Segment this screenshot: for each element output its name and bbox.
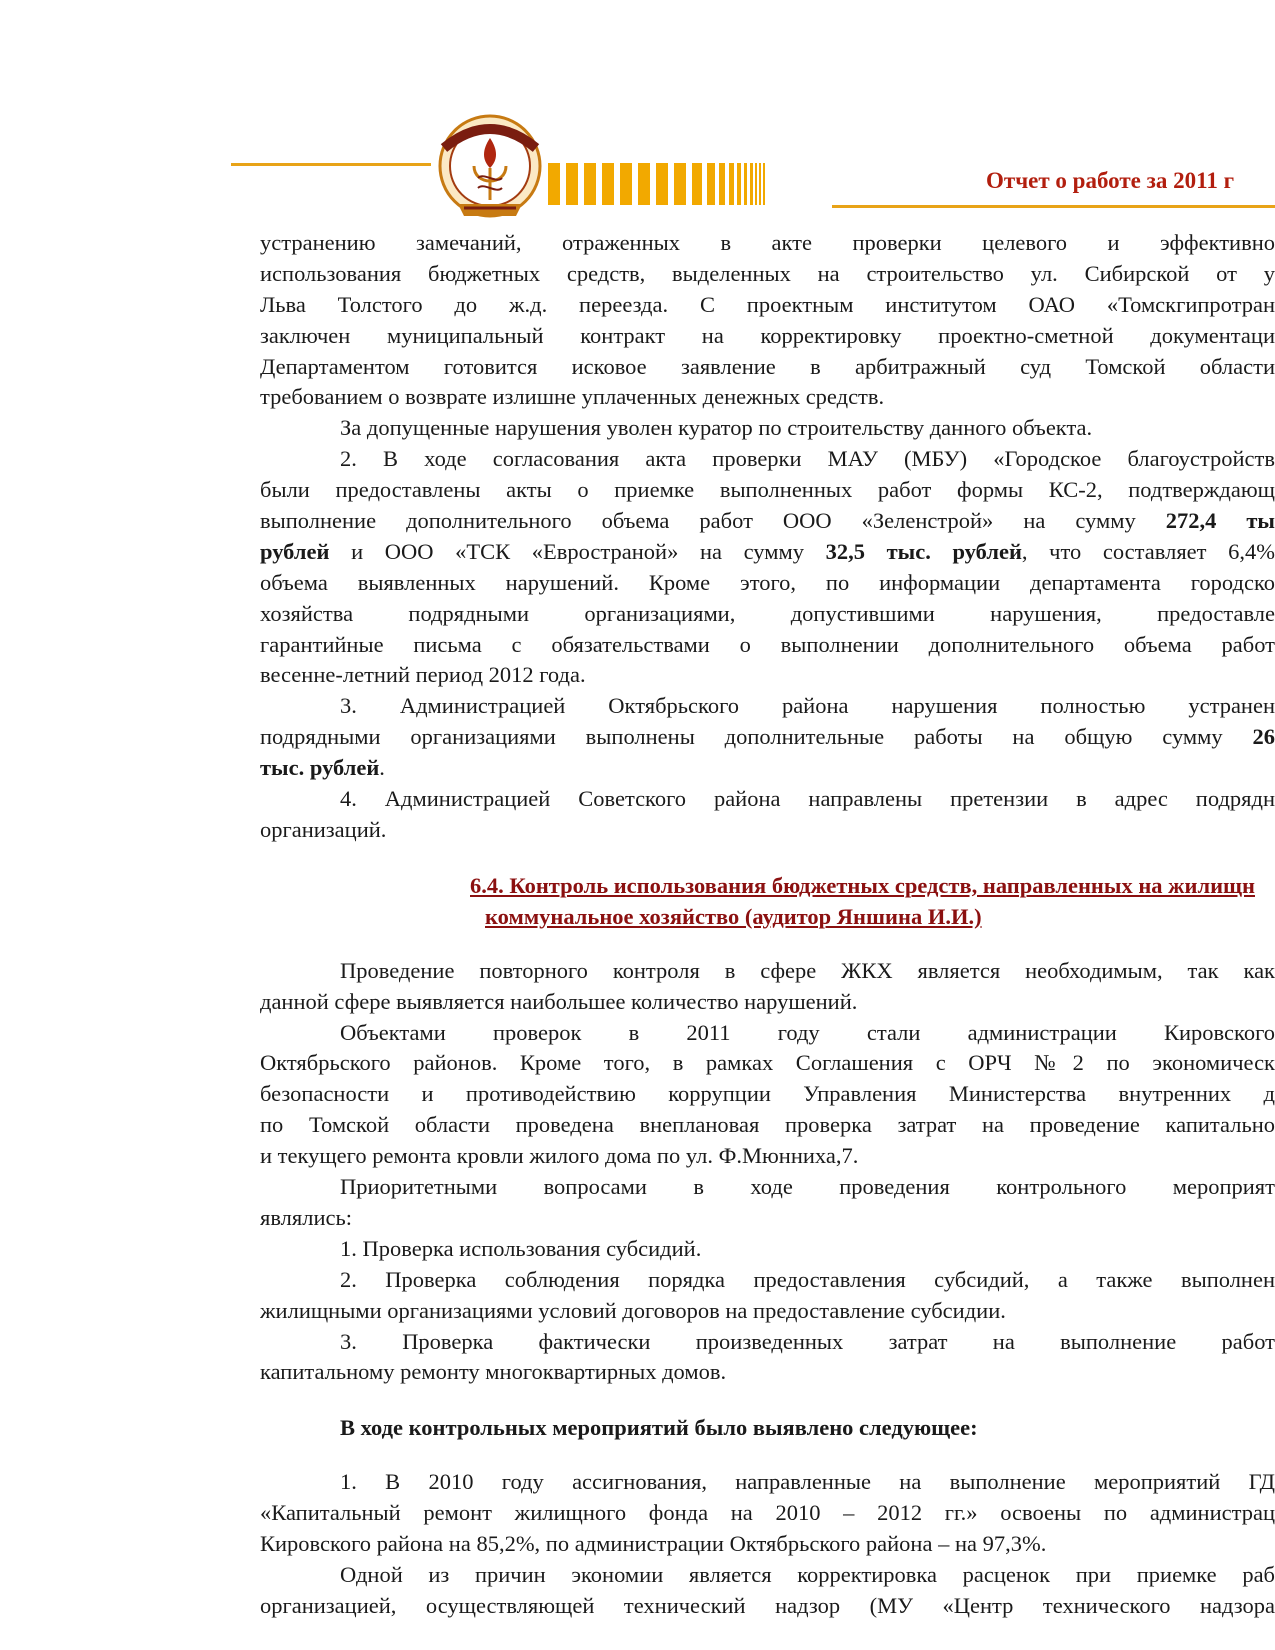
- item-2-line: [260, 537, 1275, 568]
- text-span: подрядными организациями выполнены дополнительные работы на общую сумму: [260, 724, 1253, 750]
- text-line: «Капитальный ремонт жилищного фонда на 2010 – 2012 гг.» освоены по администрац: [260, 1500, 1275, 1526]
- item-3-line: [260, 753, 1275, 784]
- text-line: по Томской области проведена внеплановая проверка затрат на проведение капитально: [260, 1112, 1275, 1138]
- text-span: , что составляет 6,4%: [1021, 538, 1275, 564]
- list-item: капитальному ремонту многоквартирных домов.: [260, 1359, 727, 1385]
- text-line: Объектами проверок в 2011 году стали администрации Кировского: [340, 1019, 1275, 1045]
- item-2-line: 2. В ходе согласования акта проверки МАУ (МБУ) «Городское благоустройств: [340, 446, 1275, 472]
- text-line: Проведение повторного контроля в сфере ЖКХ является необходимым, так как: [340, 957, 1275, 983]
- item-3-line: [260, 722, 1275, 753]
- text-line: заключен муниципальный контракт на корректировку проектно-сметной документаци: [260, 322, 1275, 348]
- section-heading-line1: 6.4. Контроль использования бюджетных средств, направленных на жилищн: [470, 872, 1255, 898]
- list-item: 1. Проверка использования субсидий.: [340, 1235, 702, 1261]
- text-span: выполнение дополнительного объема работ ООО «Зеленстрой» на сумму: [260, 508, 1166, 534]
- item-2-line: хозяйства подрядными организациями, допустившими нарушения, предоставле: [260, 600, 1275, 626]
- document-body: [260, 228, 1275, 1622]
- amount-bold: рублей: [260, 538, 330, 564]
- text-span: .: [379, 755, 385, 781]
- header-stripe-bars: [548, 163, 765, 205]
- text-line: безопасности и противодействию коррупции Управления Министерства внутренних д: [260, 1081, 1275, 1107]
- text-line: и текущего ремонта кровли жилого дома по ул. Ф.Мюнниха,7.: [260, 1143, 859, 1169]
- section-heading-line2: коммунальное хозяйство (аудитор Яншина И.И.): [485, 903, 982, 929]
- item-4-line: 4. Администрацией Советского района направлены претензии в адрес подрядн: [340, 786, 1275, 812]
- emblem-logo: [430, 108, 550, 226]
- spacer: [260, 1388, 1275, 1412]
- list-item: жилищными организациями условий договоров на предоставление субсидии.: [260, 1297, 1006, 1323]
- text-line: организацией, осуществляющей технический надзор (МУ «Центр технического надзора: [260, 1592, 1275, 1618]
- text-line: являлись:: [260, 1204, 353, 1230]
- text-line: использования бюджетных средств, выделенных на строительство ул. Сибирской от у: [260, 260, 1275, 286]
- amount-bold: 26: [1252, 724, 1275, 750]
- item-2-line: гарантийные письма с обязательствами о выполнении дополнительного объема работ: [260, 631, 1275, 657]
- text-line: 1. В 2010 году ассигнования, направленные на выполнение мероприятий ГД: [340, 1469, 1275, 1495]
- findings-subheading: В ходе контрольных мероприятий было выявлено следующее:: [340, 1415, 978, 1441]
- text-line: требованием о возврате излишне уплаченных денежных средств.: [260, 384, 885, 410]
- list-item: 3. Проверка фактически произведенных затрат на выполнение работ: [340, 1328, 1275, 1354]
- spacer: [260, 1443, 1275, 1467]
- text-span: и ООО «ТСК «Евространой» на сумму: [329, 538, 826, 564]
- text-line: Одной из причин экономии является корректировка расценок при приемке раб: [340, 1561, 1275, 1587]
- item-4-line: организаций.: [260, 816, 387, 842]
- header-rule-left: [231, 163, 431, 166]
- text-line: Кировского района на 85,2%, по администрации Октябрьского района – на 97,3%.: [260, 1531, 1047, 1557]
- page-header: [0, 0, 1275, 225]
- item-2-line: [260, 506, 1275, 537]
- text-line: Октябрьского районов. Кроме того, в рамках Соглашения с ОРЧ №2 по экономическ: [260, 1050, 1275, 1076]
- text-line: Департаментом готовится исковое заявление в арбитражный суд Томской области: [260, 353, 1275, 379]
- item-2-line: весенне-летний период 2012 года.: [260, 662, 586, 688]
- item-2-line: объема выявленных нарушений. Кроме этого, по информации департамента городско: [260, 569, 1275, 595]
- paragraph-curator: За допущенные нарушения уволен куратор по строительству данного объекта.: [340, 415, 1093, 441]
- header-rule-right: [832, 205, 1275, 208]
- text-line: данной сфере выявляется наибольшее количество нарушений.: [260, 988, 858, 1014]
- text-line: устранению замечаний, отраженных в акте проверки целевого и эффективно: [260, 230, 1275, 255]
- text-line: Приоритетными вопросами в ходе проведения контрольного мероприят: [340, 1174, 1275, 1200]
- amount-bold: 32,5 тыс. рублей: [825, 538, 1022, 564]
- item-2-line: были предоставлены акты о приемке выполненных работ формы КС-2, подтверждающ: [260, 477, 1275, 503]
- report-title: Отчет о работе за 2011 г: [986, 168, 1235, 193]
- spacer: [260, 846, 1275, 870]
- spacer: [260, 932, 1275, 956]
- amount-bold: 272,4 ты: [1165, 508, 1275, 534]
- amount-bold: тыс. рублей: [260, 755, 380, 781]
- list-item: 2. Проверка соблюдения порядка предоставления субсидий, а также выполнен: [340, 1266, 1275, 1292]
- item-3-line: 3. Администрацией Октябрьского района нарушения полностью устранен: [340, 693, 1275, 719]
- text-line: Льва Толстого до ж.д. переезда. С проектным институтом ОАО «Томскгипротран: [260, 291, 1275, 317]
